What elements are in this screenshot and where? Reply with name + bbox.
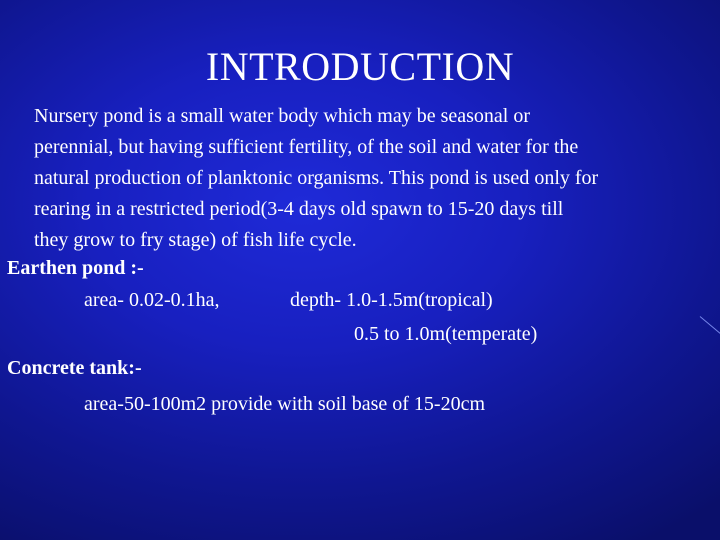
intro-line: they grow to fry stage) of fish life cycle.	[34, 229, 357, 251]
intro-line: natural production of planktonic organisms. This pond is used only for	[34, 167, 599, 189]
intro-line: Nursery pond is a small water body which may be seasonal or	[34, 105, 530, 127]
concrete-area: area-50-100m2 provide with soil base of 15-20cm	[84, 393, 486, 415]
intro-line: perennial, but having sufficient fertility, of the soil and water for the	[34, 136, 579, 158]
earthen-depth-temperate: 0.5 to 1.0m(temperate)	[354, 323, 538, 345]
slide-title: INTRODUCTION	[205, 44, 515, 89]
intro-paragraph	[34, 101, 718, 256]
intro-line: rearing in a restricted period(3-4 days old spawn to 15-20 days till	[34, 198, 564, 220]
earthen-depth-tropical: depth- 1.0-1.5m(tropical)	[290, 289, 493, 311]
concrete-tank-label: Concrete tank:-	[7, 357, 142, 379]
earthen-area: area- 0.02-0.1ha,	[84, 289, 220, 311]
earthen-pond-label: Earthen pond :-	[7, 257, 144, 279]
decorative-line	[700, 316, 720, 336]
